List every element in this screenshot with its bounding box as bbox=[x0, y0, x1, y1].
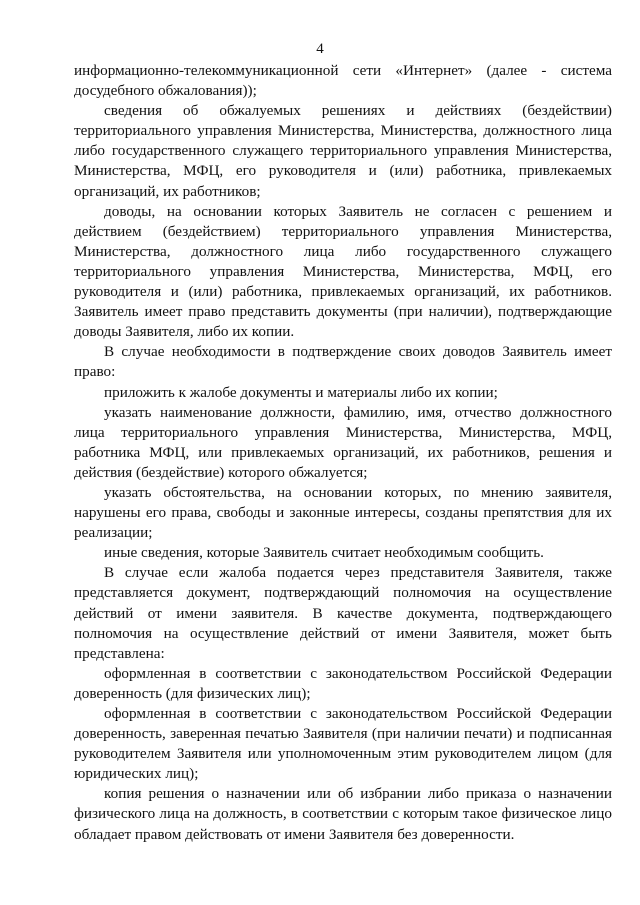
paragraph-applicant-rights-intro: В случае необходимости в подтверждение своих доводов Заявитель имеет право: bbox=[74, 343, 612, 381]
paragraph-system-continuation: информационно-телекоммуникационной сети «Интернет» (далее - система досудебного обжалования)); bbox=[74, 62, 612, 100]
paragraph-other-info: иные сведения, которые Заявитель считает необходимым сообщить. bbox=[104, 544, 544, 562]
page-number: 4 bbox=[316, 41, 324, 57]
paragraph-specify-circumstances: указать обстоятельства, на основании которых, по мнению заявителя, нарушены его права, свободы и законные интересы, созданы препятствия для их реализации; bbox=[74, 483, 612, 542]
paragraph-appointment-decision-copy: копия решения о назначении или об избрании либо приказа о назначении физического лица на должность, в соответствии с которым такое физическое лицо обладает правом действовать от имени Заявителя без доверенности. bbox=[74, 785, 612, 843]
paragraph-attach-documents: приложить к жалобе документы и материалы либо их копии; bbox=[104, 383, 498, 401]
paragraph-representative-case: В случае если жалоба подается через представителя Заявителя, также представляется документ, подтверждающий полномочия на осуществление действий от имени заявителя. В качестве документа, подтверждающего полномочия на осуществление действий от имени Заявителя, может быть представлена: bbox=[74, 564, 612, 662]
paragraph-power-of-attorney-individuals: оформленная в соответствии с законодательством Российской Федерации доверенность (для физических лиц); bbox=[74, 664, 612, 702]
paragraph-appealed-decisions-info: сведения об обжалуемых решениях и действиях (бездействии) территориального управления Министерства, Министерства, должностного лица либо государственного служащего территориального управления Министерства, Министерства, МФЦ, его руководителя и (или) работника, привлекаемых организаций, их работников; bbox=[74, 102, 612, 200]
paragraph-power-of-attorney-legal-entities: оформленная в соответствии с законодательством Российской Федерации доверенность, заверенная печатью Заявителя (при наличии печати) и подписанная руководителем Заявителя или уполномоченным этим руководителем лицом (для юридических лиц); bbox=[74, 705, 612, 783]
paragraph-specify-official: указать наименование должности, фамилию, имя, отчество должностного лица территориального управления Министерства, Министерства, МФЦ, работника МФЦ, или привлекаемых организаций, их работников, решения и действия (бездействие) которого обжалуется; bbox=[74, 403, 612, 481]
document-body bbox=[74, 61, 612, 845]
paragraph-applicant-arguments: доводы, на основании которых Заявитель не согласен с решением и действием (бездействием) территориального управления Министерства, Министерства, должностного лица либо государственного служащего территориального управления Министерства, Министерства, МФЦ, его руководителя и (или) работника, привлекаемых организаций, их работников. Заявитель имеет право представить документы (при наличии), подтверждающие доводы Заявителя, либо их копии. bbox=[74, 202, 612, 341]
